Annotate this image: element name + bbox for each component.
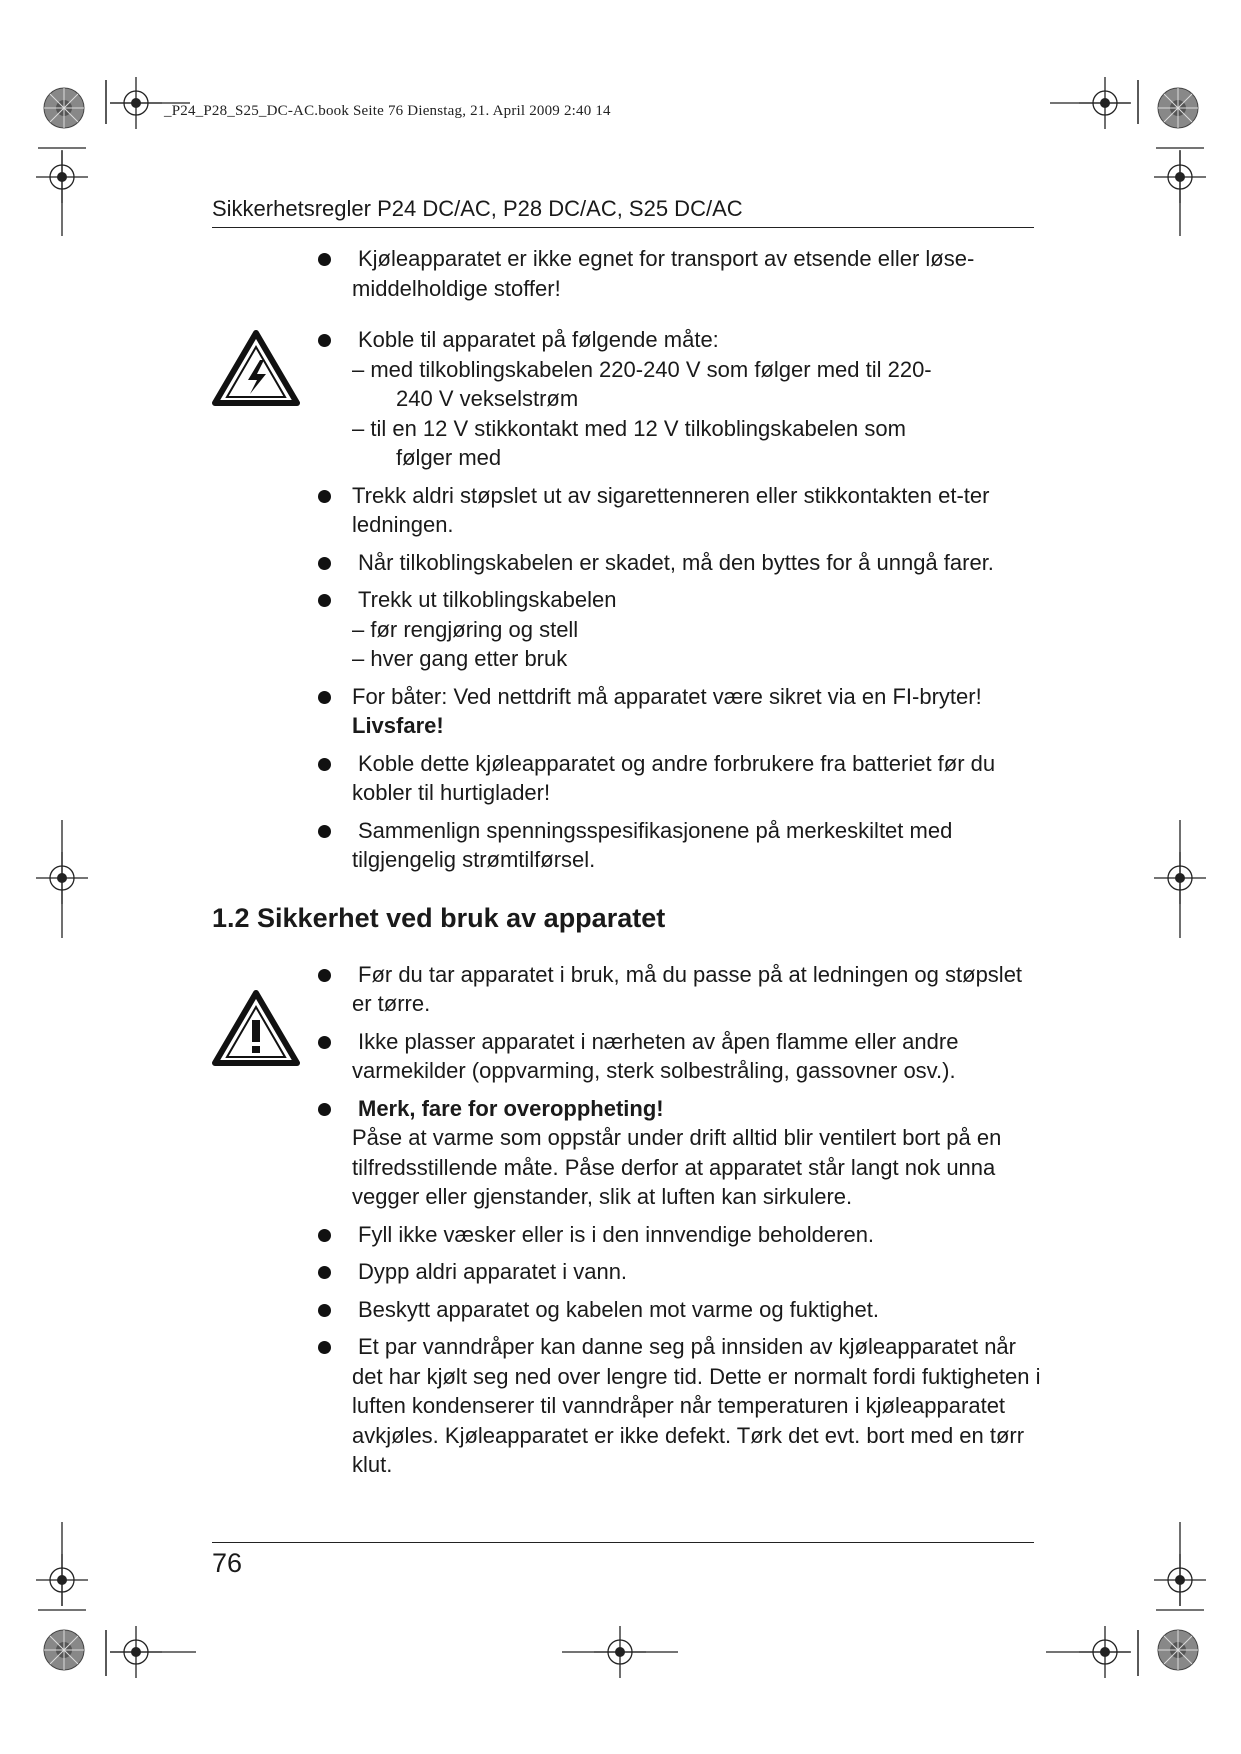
list-item: Fyll ikke væsker eller is i den innvendige beholderen. xyxy=(212,1220,1042,1250)
list-item: Ikke plasser apparatet i nærheten av åpen flamme eller andre varmekilder (oppvarming, sterk solbestråling, gassovner osv.). xyxy=(212,1027,1042,1086)
bullet-dot-icon xyxy=(318,1103,331,1116)
list-item: Trekk ut tilkoblingskabelen – før rengjøring og stell – hver gang etter bruk xyxy=(212,585,1042,674)
header-rule xyxy=(212,227,1034,228)
page-content xyxy=(212,244,1042,1488)
list-item: Dypp aldri apparatet i vann. xyxy=(212,1257,1042,1287)
running-head: Sikkerhetsregler P24 DC/AC, P28 DC/AC, S25 DC/AC xyxy=(212,196,743,221)
bullet-dot-icon xyxy=(318,1229,331,1242)
print-slug-line: _P24_P28_S25_DC-AC.book Seite 76 Dienstag, 21. April 2009 2:40 14 xyxy=(164,103,611,119)
list-item: Koble til apparatet på følgende måte: – med tilkoblingskabelen 220-240 V som følger med til 220- 240 V vekselstrøm – til en 12 V stikkontakt med 12 V tilkoblingskabelen som følger med xyxy=(212,325,1042,473)
bullet-dot-icon xyxy=(318,825,331,838)
bullet-dot-icon xyxy=(318,1266,331,1279)
bullet-dot-icon xyxy=(318,758,331,771)
page-number: 76 xyxy=(212,1548,243,1578)
bullet-dot-icon xyxy=(318,1304,331,1317)
bullet-dot-icon xyxy=(318,253,331,266)
safety-list xyxy=(212,244,1042,875)
list-item: Trekk aldri støpslet ut av sigarettenneren eller stikkontakten et-ter ledningen. xyxy=(212,481,1042,540)
list-item: Kjøleapparatet er ikke egnet for transport av etsende eller løse-middelholdige stoffer! xyxy=(212,244,1042,303)
footer-rule xyxy=(212,1542,1034,1543)
list-item: Beskytt apparatet og kabelen mot varme og fuktighet. xyxy=(212,1295,1042,1325)
bullet-dot-icon xyxy=(318,1036,331,1049)
bullet-dot-icon xyxy=(318,594,331,607)
list-item: For båter: Ved nettdrift må apparatet være sikret via en FI-bryter! Livsfare! xyxy=(212,682,1042,741)
bullet-dot-icon xyxy=(318,557,331,570)
list-item: Når tilkoblingskabelen er skadet, må den byttes for å unngå farer. xyxy=(212,548,1042,578)
bullet-dot-icon xyxy=(318,334,331,347)
section-title: 1.2 Sikkerhet ved bruk av apparatet xyxy=(212,902,666,933)
list-item: Merk, fare for overoppheting! Påse at varme som oppstår under drift alltid blir ventilert bort på en tilfredsstillende måte. Påse derfor at apparatet står langt nok unna vegger eller gjenstander, slik at luften kan sirkulere. xyxy=(212,1094,1042,1212)
list-item: Sammenlign spenningsspesifikasjonene på merkeskiltet med tilgjengelig strømtilførsel. xyxy=(212,816,1042,875)
list-item: Et par vanndråper kan danne seg på innsiden av kjøleapparatet når det har kjølt seg ned over lengre tid. Dette er normalt fordi fuktigheten i luften kondenserer til vanndråper når temperaturen i kjøleapparatet avkjøles. Kjøleapparatet er ikke defekt. Tørk det evt. bort med en tørr klut. xyxy=(212,1332,1042,1480)
bullet-dot-icon xyxy=(318,490,331,503)
list-item: Før du tar apparatet i bruk, må du passe på at ledningen og støpslet er tørre. xyxy=(212,960,1042,1019)
list-item: Koble dette kjøleapparatet og andre forbrukere fra batteriet før du kobler til hurtiglader! xyxy=(212,749,1042,808)
bullet-dot-icon xyxy=(318,1341,331,1354)
usage-safety-list xyxy=(212,960,1042,1480)
bullet-dot-icon xyxy=(318,969,331,982)
bullet-dot-icon xyxy=(318,691,331,704)
